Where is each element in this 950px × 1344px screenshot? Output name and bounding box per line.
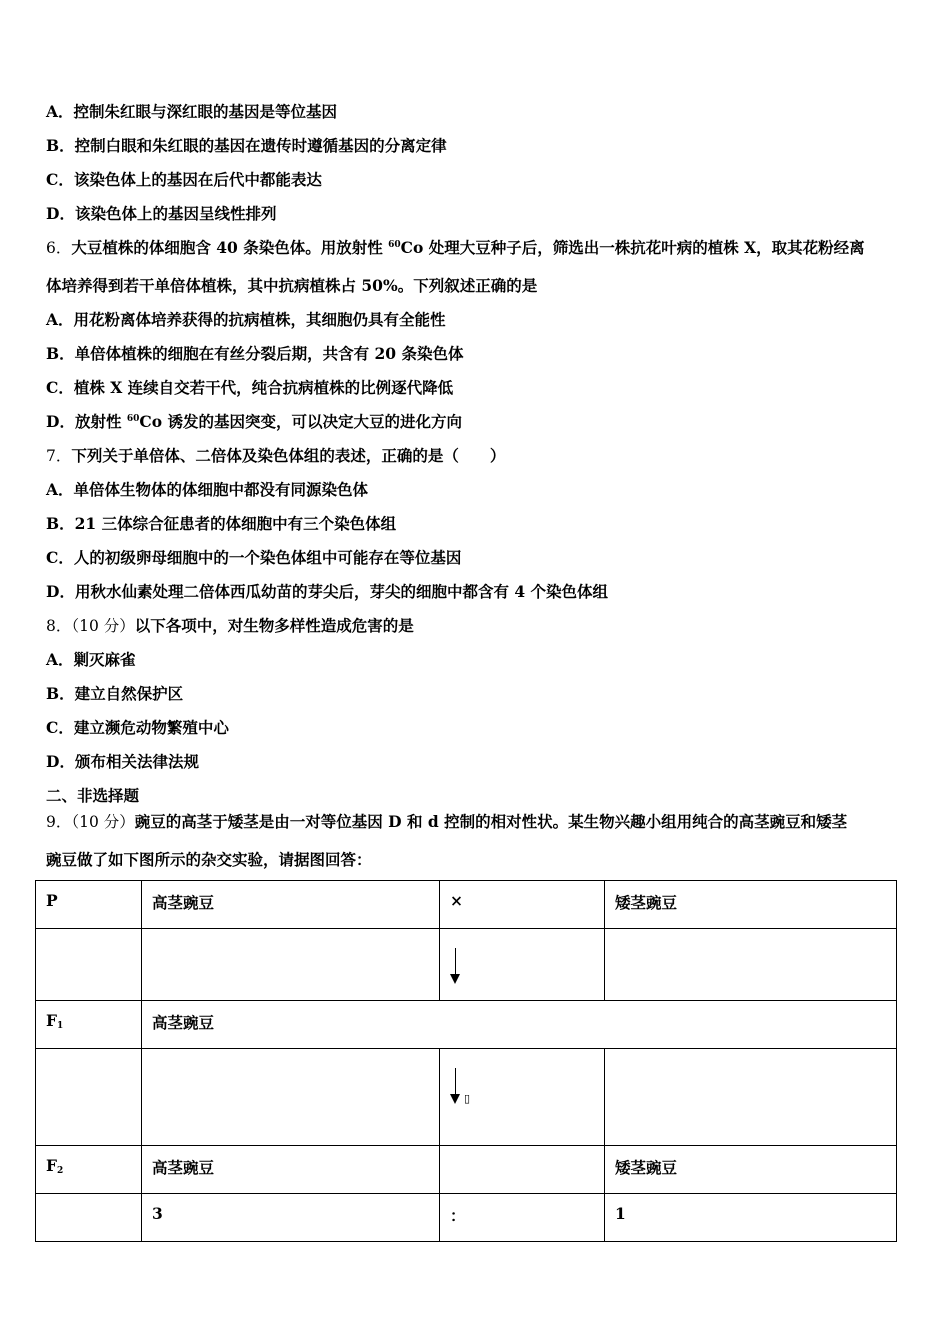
q6-stem-part2: Co 处理大豆种子后，筛选出一株抗花叶病的植株 X，取其花粉经离 [400,238,865,257]
q6-option-b: B．单倍体植株的细胞在有丝分裂后期，共含有 20 条染色体 [46,344,464,363]
self-cross-mark: ▯ [464,1092,471,1105]
p-tall-parent: 高茎豌豆 [142,881,440,929]
cross-symbol: × [440,881,605,929]
q7-stem [46,446,505,466]
table-row [36,929,897,1001]
q7-stem-text: 下列关于单倍体、二倍体及染色体组的表述，正确的是（ ） [71,446,506,465]
q6-stem-line1 [46,238,865,258]
q6-option-d [46,412,462,432]
table-row [36,1146,897,1194]
q6-stem-line2: 体培养得到若干单倍体植株，其中抗病植株占 50%。下列叙述正确的是 [46,276,538,295]
q8-option-a: A．剿灭麻雀 [46,650,136,669]
q6-option-c: C．植株 X 连续自交若干代，纯合抗病植株的比例逐代降低 [46,378,454,397]
p-dwarf-parent: 矮茎豌豆 [605,881,897,929]
q5-option-b: B．控制白眼和朱红眼的基因在遗传时遵循基因的分离定律 [46,136,447,155]
q5-option-a: A．控制朱红眼与深红眼的基因是等位基因 [46,102,338,121]
table-row [36,881,897,929]
q6-number: 6． [46,239,72,257]
f1-tall-offspring: 高茎豌豆 [142,1001,897,1049]
q6-option-d-part1: D．放射性 [46,412,127,431]
q9-stem-line1 [46,812,847,832]
q7-option-a: A．单倍体生物体的体细胞中都没有同源染色体 [46,480,369,499]
q5-option-d: D．该染色体上的基因呈线性排列 [46,204,277,223]
f2-dwarf-offspring: 矮茎豌豆 [605,1146,897,1194]
f1-generation-label: $F_1$ [36,1001,142,1049]
q7-number: 7． [46,447,72,465]
q8-stem [46,616,414,636]
ratio-colon: ： [440,1194,605,1242]
ratio-dwarf: 1 [605,1194,897,1242]
cross-experiment-table [35,880,897,1242]
ratio-tall: 3 [142,1194,440,1242]
q6-option-a: A．用花粉离体培养获得的抗病植株，其细胞仍具有全能性 [46,310,446,329]
p-generation-label: P [36,881,142,929]
q7-option-d: D．用秋水仙素处理二倍体西瓜幼苗的芽尖后，芽尖的细胞中都含有 4 个染色体组 [46,582,609,601]
q5-option-c: C．该染色体上的基因在后代中都能表达 [46,170,322,189]
q9-stem-line2: 豌豆做了如下图所示的杂交实验，请据图回答： [46,850,372,869]
q6-isotope-mass: 60 [388,240,401,250]
section-heading: 二、非选择题 [46,786,140,805]
f2-generation-label: $F_2$ [36,1146,142,1194]
q8-option-c: C．建立濒危动物繁殖中心 [46,718,229,737]
q7-option-c: C．人的初级卵母细胞中的一个染色体组中可能存在等位基因 [46,548,462,567]
q7-option-b: B．21 三体综合征患者的体细胞中有三个染色体组 [46,514,397,533]
table-row [36,1001,897,1049]
q6-option-d-isotope: 60 [126,414,140,424]
q9-stem-text: 豌豆的高茎于矮茎是由一对等位基因 D 和 d 控制的相对性状。某生物兴趣小组用纯合的高茎豌豆和矮茎 [134,812,848,831]
q6-stem-part1: 大豆植株的体细胞含 40 条染色体。用放射性 [71,238,389,257]
f2-tall-offspring: 高茎豌豆 [142,1146,440,1194]
q9-number: 9．（10 分） [46,813,135,831]
q8-number: 8．（10 分） [46,617,135,635]
q6-option-d-part2: Co 诱发的基因突变，可以决定大豆的进化方向 [139,412,462,431]
table-row [36,1194,897,1242]
q8-stem-text: 以下各项中，对生物多样性造成危害的是 [134,616,414,635]
q8-option-b: B．建立自然保护区 [46,684,184,703]
table-row [36,1049,897,1146]
q8-option-d: D．颁布相关法律法规 [46,752,199,771]
